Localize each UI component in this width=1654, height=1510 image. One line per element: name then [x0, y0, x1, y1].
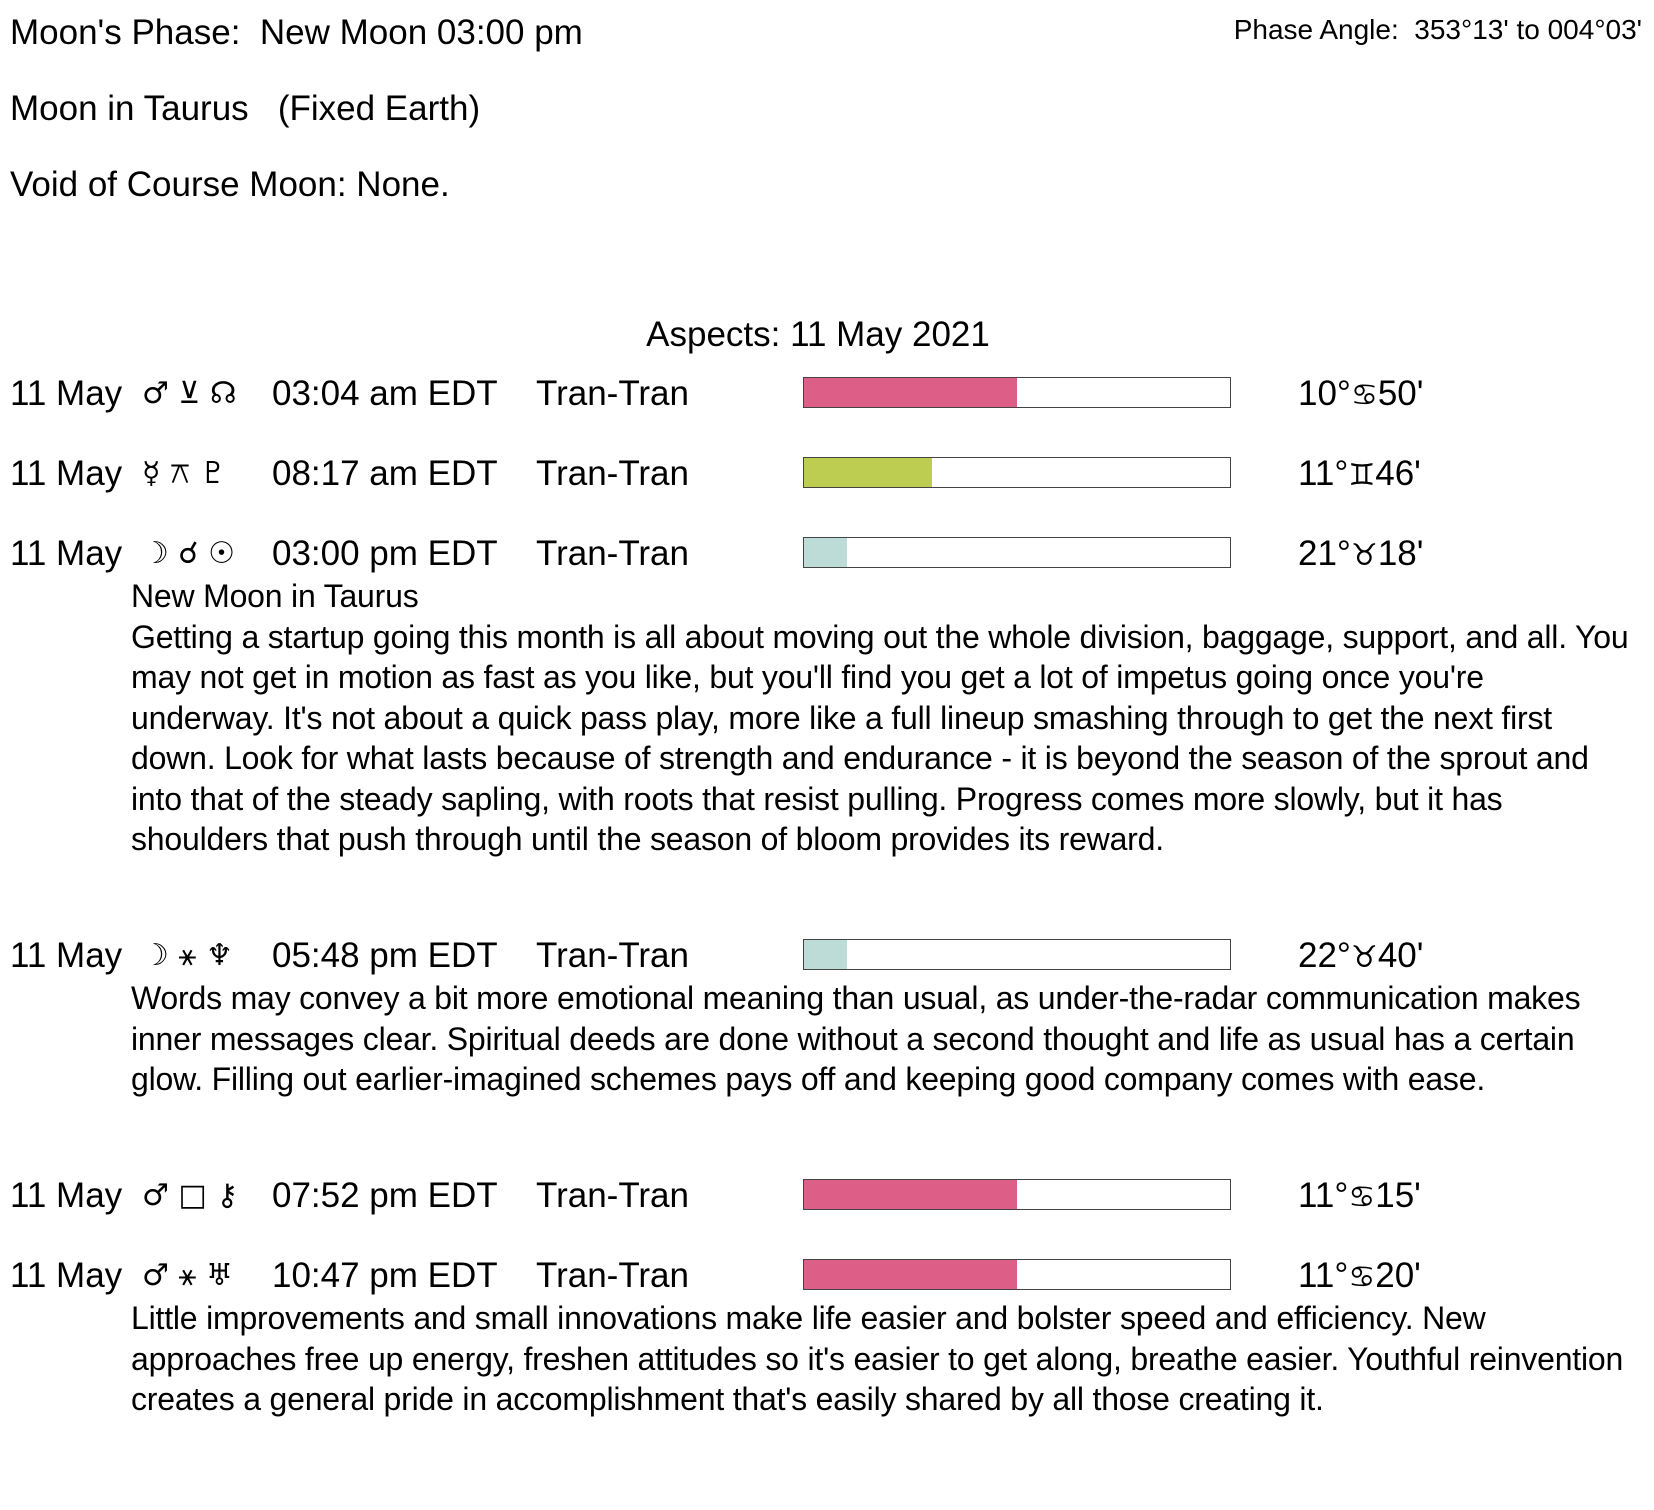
aspect-glyphs: ☽ ⚹ ♆ — [142, 938, 233, 973]
strength-bar-fill — [804, 1180, 1017, 1209]
degree: 11° — [1298, 1176, 1349, 1215]
aspect-row — [0, 936, 1654, 976]
aspect-row — [0, 454, 1654, 494]
cancer-sign-icon: ♋ — [1348, 1260, 1376, 1295]
cancer-sign-icon: ♋ — [1350, 378, 1378, 413]
minutes: 46' — [1375, 454, 1421, 493]
strength-bar-fill — [804, 378, 1017, 407]
strength-bar — [803, 377, 1231, 408]
aspect-date: 11 May — [10, 534, 123, 573]
aspect-position — [1298, 1176, 1421, 1218]
aspect-date: 11 May — [10, 936, 123, 975]
aspect-position — [1298, 1256, 1421, 1298]
strength-bar-fill — [804, 538, 847, 567]
moon-phase: Moon's Phase: New Moon 03:00 pm — [10, 13, 583, 52]
aspect-date: 11 May — [10, 1176, 123, 1215]
strength-bar-fill — [804, 940, 847, 969]
aspect-glyphs: ♂ ⊻ ☊ — [142, 376, 237, 411]
degree: 22° — [1298, 936, 1351, 975]
taurus-sign-icon: ♉ — [1350, 538, 1378, 573]
aspect-description — [131, 576, 1631, 860]
aspect-type: Tran-Tran — [536, 374, 689, 413]
minutes: 50' — [1377, 374, 1424, 413]
aspect-position — [1298, 936, 1423, 978]
aspect-type: Tran-Tran — [536, 454, 689, 493]
minutes: 40' — [1377, 936, 1424, 975]
aspect-time: 10:47 pm EDT — [272, 1256, 498, 1295]
aspect-glyphs: ☽ ☌ ☉ — [142, 536, 236, 571]
minutes: 18' — [1377, 534, 1424, 573]
aspect-glyphs: ♂ □ ⚷ — [142, 1178, 239, 1213]
aspect-date: 11 May — [10, 1256, 123, 1295]
aspect-time: 03:00 pm EDT — [272, 534, 498, 573]
cancer-sign-icon: ♋ — [1348, 1180, 1376, 1215]
aspect-position — [1298, 534, 1423, 576]
aspect-glyphs: ☿ ⚻ ♇ — [142, 456, 227, 491]
aspect-glyphs: ♂ ⚹ ♅ — [142, 1258, 233, 1293]
description-text: Words may convey a bit more emotional meaning than usual, as under-the-radar communication makes inner messages clear. Spiritual deeds are done without a second thought and life as usual has a certain glow. Filling out earlier-imagined schemes pays off and keeping good company comes with ease. — [131, 980, 1581, 1097]
gemini-sign-icon: ♊ — [1348, 458, 1376, 493]
aspect-time: 07:52 pm EDT — [272, 1176, 498, 1215]
phase-angle: Phase Angle: 353°13' to 004°03' — [1233, 14, 1642, 45]
aspect-type: Tran-Tran — [536, 1256, 689, 1295]
aspect-position — [1298, 374, 1423, 416]
aspect-row — [0, 1176, 1654, 1216]
description-title: New Moon in Taurus — [131, 578, 419, 614]
degree: 10° — [1298, 374, 1351, 413]
minutes: 20' — [1375, 1256, 1421, 1295]
aspect-description — [131, 978, 1631, 1100]
strength-bar — [803, 1179, 1231, 1210]
description-text: Getting a startup going this month is all about moving out the whole division, baggage, support, and all. You may not get in motion as fast as you like, but you'll find you get a lot of impetus going once you're underway. It's not about a quick pass play, more like a full lineup smashing through to get the next first down. Look for what lasts because of strength and endurance - it is beyond the season of the sprout and into that of the steady sapling, with roots that resist pulling. Progress comes more slowly, but it has shoulders that push through until the season of bloom provides its reward. — [131, 618, 1629, 857]
minutes: 15' — [1375, 1176, 1421, 1215]
degree: 11° — [1298, 454, 1349, 493]
void-of-course: Void of Course Moon: None. — [10, 165, 450, 204]
degree: 11° — [1298, 1256, 1349, 1295]
aspect-row — [0, 1256, 1654, 1296]
strength-bar-fill — [804, 1260, 1017, 1289]
aspect-row — [0, 534, 1654, 574]
aspect-description — [131, 1298, 1631, 1420]
aspect-date: 11 May — [10, 454, 123, 493]
moon-sign: Moon in Taurus (Fixed Earth) — [10, 89, 481, 128]
aspect-type: Tran-Tran — [536, 936, 689, 975]
strength-bar — [803, 939, 1231, 970]
aspect-date: 11 May — [10, 374, 123, 413]
strength-bar — [803, 537, 1231, 568]
strength-bar — [803, 1259, 1231, 1290]
aspect-time: 05:48 pm EDT — [272, 936, 498, 975]
aspect-time: 03:04 am EDT — [272, 374, 498, 413]
degree: 21° — [1298, 534, 1351, 573]
taurus-sign-icon: ♉ — [1350, 940, 1378, 975]
description-text: Little improvements and small innovations make life easier and bolster speed and efficiency. New approaches free up energy, freshen attitudes so it's easier to get along, breathe easier. Youthful reinvention creates a general pride in accomplishment that's easily shared by all those creating it. — [131, 1300, 1624, 1417]
aspect-type: Tran-Tran — [536, 534, 689, 573]
strength-bar — [803, 457, 1231, 488]
aspect-time: 08:17 am EDT — [272, 454, 498, 493]
aspect-row — [0, 374, 1654, 414]
strength-bar-fill — [804, 458, 932, 487]
aspects-title: Aspects: 11 May 2021 — [646, 315, 990, 354]
aspect-position — [1298, 454, 1421, 496]
aspect-type: Tran-Tran — [536, 1176, 689, 1215]
